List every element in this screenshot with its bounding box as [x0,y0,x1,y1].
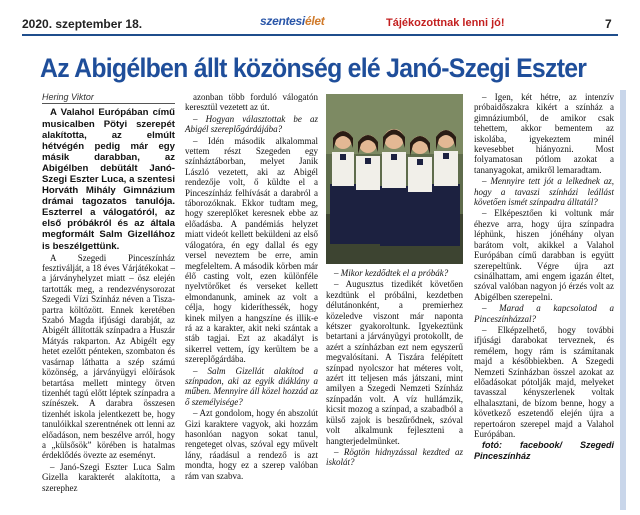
photo-caption: – Mikor kezdődtek el a próbák? [334,268,449,278]
interview-question: – Hogyan választottak be az Abigél szereplőgárdájába? [185,113,318,135]
logo-part-2: élet [304,14,325,28]
header-divider [22,34,618,36]
logo-part-1: szentesi [260,14,305,28]
body-paragraph: – Janó-Szegi Eszter Luca Salm Gizella karakterét alakította, a szerephez [42,461,175,493]
body-paragraph: – Elképesztően ki voltunk már éhezve arra, hogy újra színpadra léphünk, hiszen jónéhány olyan barátom volt, akikkel a Valahol Európában című darabban is együtt szerepeltünk. Végre újra azt csinálhattam, ami engem igazán éltet, szóval valóban nagyon jó érzés volt az Abigélben szerepelni. [474,208,614,302]
body-paragraph: – Igen, két hétre, az intenzív próbaidőszakra kikért a színház a gimnáziumból, de amikor csak tehettem, akkor bementem az iskolába, igyekeztem minél kevesebbet hiányozni. Most folyamatosan pótlom azokat a tananyagokat, amikről lemaradtam. [474,92,614,175]
newspaper-slogan: Tájékozottnak lenni jó! [386,17,505,29]
body-paragraph: – Augusztus tizedikét követően kezdtünk el próbálni, kezdetben délutánonként, a premierhez közeledve viszont már naponta kétszer gyakoroltunk. Igyekeztünk betartani a járványügyi protokollt, de azért a színházban ezt nem egyszerű megvalósítani. A Tiszára felépített színpad nyolcszor hat méteres volt, azért itt teljesen más játszani, mint amilyen a Szegedi Nemzeti Színház színpadán volt. A víz hullámzik, kicsit mozog a színpad, a szabadból a külső zajok is beszűrődnek, szóval volt alkalmunk fejleszteni a hangterjedelmünket. [326,279,463,446]
column-3 [326,268,463,469]
girls-in-uniform-photo [326,94,463,264]
column-4-body [474,92,614,439]
column-2 [185,92,318,482]
newspaper-logo [260,14,324,28]
body-paragraph: azonban több forduló válogatón keresztül vezetett az út. [185,92,318,113]
issue-date: 2020. szeptember 18. [22,17,143,31]
photo-credit: fotó: facebook/ Szegedi Pinceszínház [474,440,614,461]
page-edge-stripe [620,90,626,510]
page-number: 7 [605,17,612,31]
interview-question: – Rögtön hidnyzással kezdted az iskolát? [326,446,463,468]
page-header [0,0,640,46]
interview-question: – Marad a kapcsolatod a Pinceszínházzal? [474,303,614,324]
article-headline: Az Abigélben állt közönség elé Janó-Szegi Eszter [40,53,587,83]
column-1-body [42,253,175,493]
column-4 [474,92,614,462]
body-paragraph: – Idén második alkalommal vettem részt Szegeden egy színháztáborban, melyet Janik László vezetett, aki az Abigél rendezője volt, ő küldte el a Pinceszínház felhívását a darabról a táborozóknak. Ekkor tudtam meg, hogy szereplőket keresnek ebbe az előadásba. A pandémiás helyzet miatt videót kellett beküldeni az első válogatóra, én egy dallal és egy versel neveztem be erre, amin megfeleltem. A második körben már élő casting volt, ezen különféle nyelvtörőket és verseket kellett elmondanunk, aminek az volt a célja, hogy kideríthessék, hogy kinek milyen a hangszíne és illik-e rá az a karakter, akit neki szántak a stáb tagjai. Ezt az akadályt is sikerrel vettem, így kerültem be a szereplőgárdába. [185,135,318,365]
article-photo [326,94,463,264]
body-paragraph: – Azt gondolom, hogy én abszolút Gizi karaktere vagyok, aki hozzám hasonlóan nagyon sokat tanul, rengeteget olvas, szóval egy művelt lány, ráadásul a rendező is azt mondta, hogy ez a szerep valóban rám van szabva. [185,408,318,481]
body-paragraph: A Szegedi Pinceszínház fesztiválját, a 18 éves Várjátékokat – a járványhelyzet miatt – ösz elején tartották meg, a rendezvénysorozat Szegedi Vízi Színház néven a Tisza-partra költözött. Ennek keretében Szabó Magda ifjúsági darabját, az Abigélt állították színpadra a Huszár Mátyás rakparton. Az Abigélt egy hetet ezelőtt pénteken, szombaton és vasárnap láthatta a szép számú közönség, a járványügyi előírások betartása mellett mintegy ötven tizenhét tagú előtt léptek színpadra a színészek. A darabra összesen tizenhét iskola jelentkezett be, hogy tanulóikkal szerentnének ott lenni az előadáson, nem beszélve arról, hogy a „külsősök” körében is hatalmas érdeklődés övezte az eseményt. [42,252,175,461]
column-3-body [326,279,463,467]
article-lead: A Valahol Európában című musicalben Pötyi szerepét alakította, az elmúlt hétvégén pedig már egy másik darabban, az Abigélben debütált Janó-Szegi Eszter Luca, a szentesi Horváth Mihály Gimnázium drámai tagozatos tanulója. Eszterrel a válogatóról, az első próbákról és az általa megformált Salm Gizellához is beszélgettünk. [42,107,175,252]
byline: Hering Viktor [42,92,175,104]
body-paragraph: – Elképzelhető, hogy további ifjúsági darabokat terveznek, és remélem, hogy rám is számítanak majd a későbbiekben. A Szegedi Nemzeti Színházban összel azokat az előadásokat pótolják majd, melyeket tavasszal kényszerlenek voltak elhalasztani, de bízom benne, hogy a következő eszetendő elején újra a repertoáron szerepel majd a Valahol Európában. [474,324,614,439]
interview-question: – Salm Gizellát alakítod a színpadon, aki az egyik diáklány a műben. Mennyire áll közel hozzád az ő személyisége? [185,365,318,407]
column-1 [42,92,175,494]
interview-question: – Mennyire tett jót a lelkednek az, hogy a tavaszi színházi leállást követően ismét színpadra álltatál? [474,176,614,208]
